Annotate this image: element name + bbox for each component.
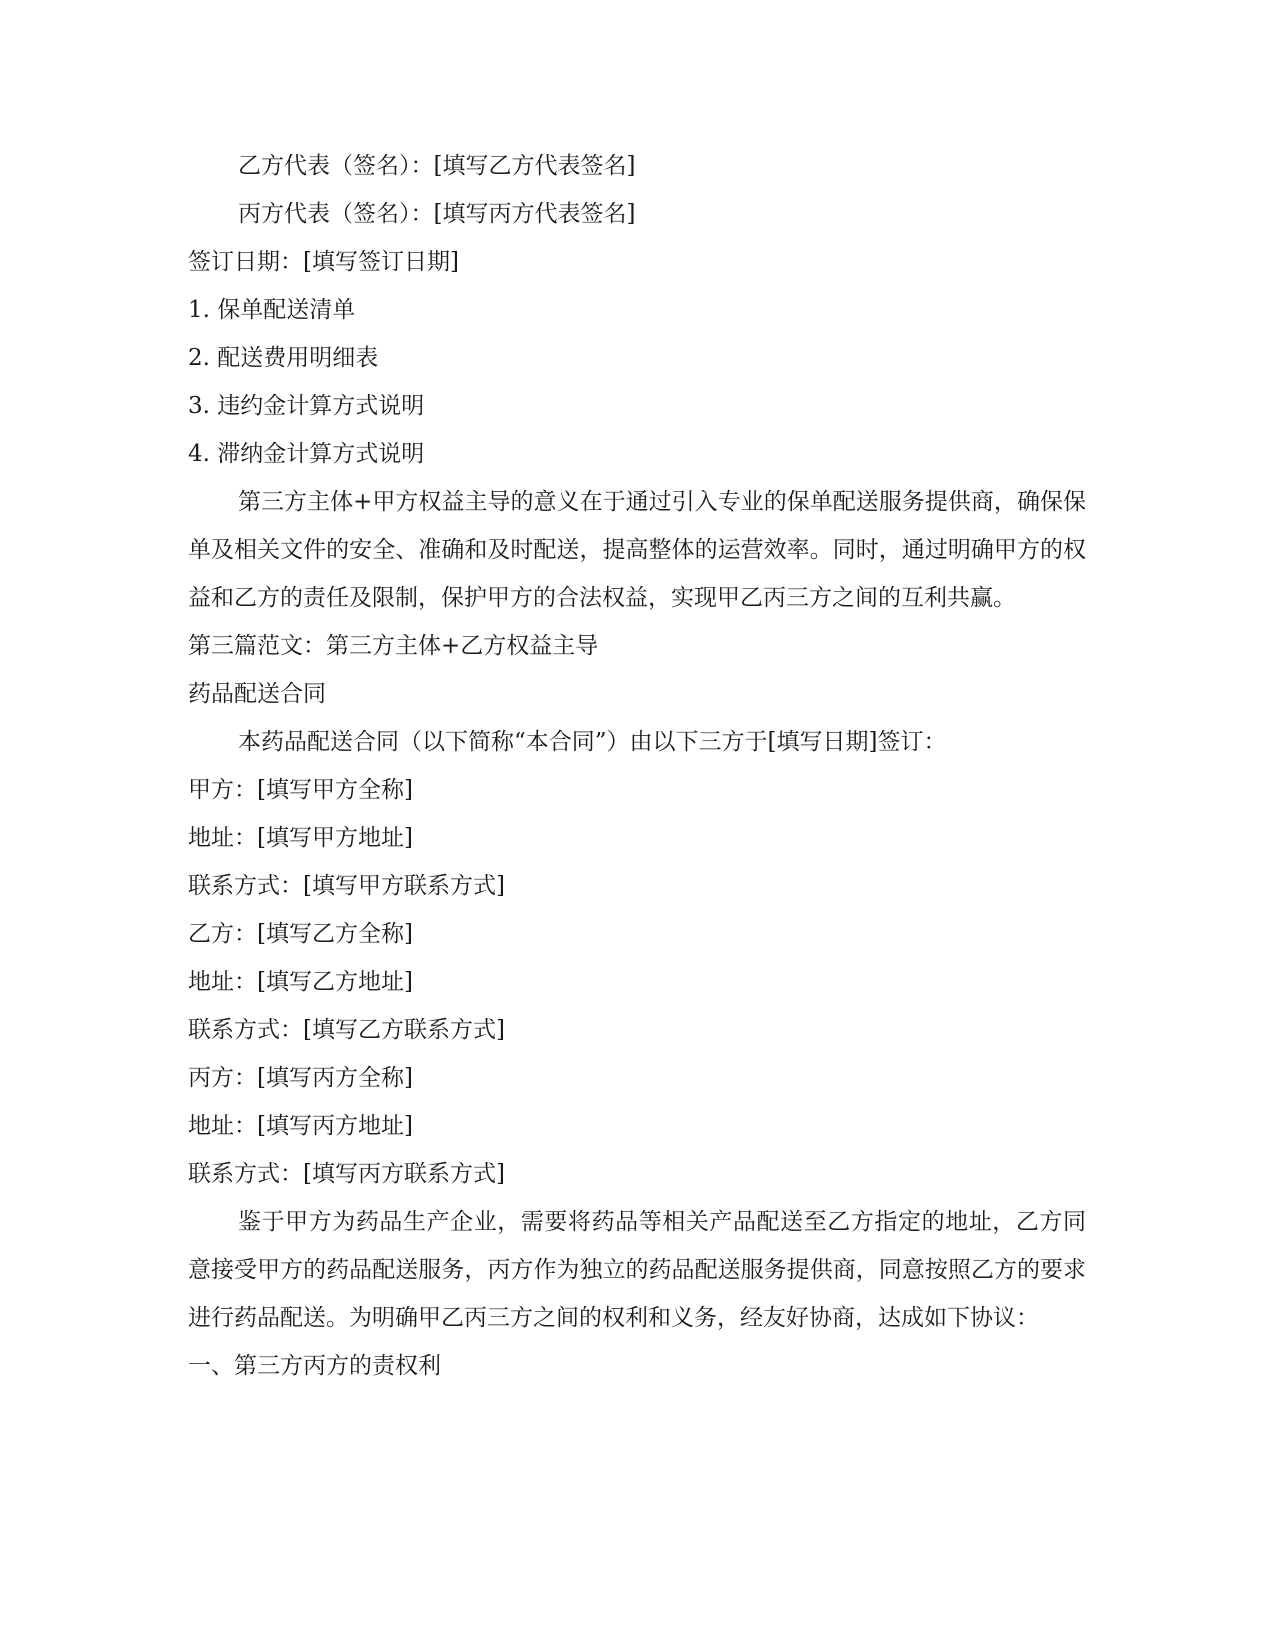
party-b-representative-signature: 乙方代表（签名）：[填写乙方代表签名]: [238, 153, 636, 179]
party-a-name: 甲方：[填写甲方全称]: [188, 777, 413, 803]
contract-intro: 本药品配送合同（以下简称“本合同”）由以下三方于[填写日期]签订：: [238, 729, 947, 755]
attachment-item: 1. 保单配送清单: [188, 297, 356, 323]
document-body: [188, 142, 1086, 1390]
party-c-contact: 联系方式：[填写丙方联系方式]: [188, 1161, 505, 1187]
summary-paragraph: 第三方主体+甲方权益主导的意义在于通过引入专业的保单配送服务提供商，确保保单及相关文件的安全、准确和及时配送，提高整体的运营效率。同时，通过明确甲方的权益和乙方的责任及限制，保护甲方的合法权益，实现甲乙丙三方之间的互利共赢。: [188, 489, 1086, 611]
section-title: 第三篇范文：第三方主体+乙方权益主导: [188, 633, 599, 659]
contract-title: 药品配送合同: [188, 681, 326, 707]
party-a-contact: 联系方式：[填写甲方联系方式]: [188, 873, 505, 899]
recital-paragraph: 鉴于甲方为药品生产企业，需要将药品等相关产品配送至乙方指定的地址，乙方同意接受甲方的药品配送服务，丙方作为独立的药品配送服务提供商，同意按照乙方的要求进行药品配送。为明确甲乙丙三方之间的权利和义务，经友好协商，达成如下协议：: [188, 1209, 1086, 1331]
attachment-item: 3. 违约金计算方式说明: [188, 393, 425, 419]
attachment-item: 2. 配送费用明细表: [188, 345, 379, 371]
party-b-address: 地址：[填写乙方地址]: [188, 969, 413, 995]
party-b-name: 乙方：[填写乙方全称]: [188, 921, 413, 947]
party-a-address: 地址：[填写甲方地址]: [188, 825, 413, 851]
party-c-representative-signature: 丙方代表（签名）：[填写丙方代表签名]: [238, 201, 636, 227]
party-c-name: 丙方：[填写丙方全称]: [188, 1065, 413, 1091]
attachment-item: 4. 滞纳金计算方式说明: [188, 441, 425, 467]
party-c-address: 地址：[填写丙方地址]: [188, 1113, 413, 1139]
signing-date: 签订日期：[填写签订日期]: [188, 249, 459, 275]
party-b-contact: 联系方式：[填写乙方联系方式]: [188, 1017, 505, 1043]
clause-heading: 一、第三方丙方的责权利: [188, 1353, 441, 1379]
